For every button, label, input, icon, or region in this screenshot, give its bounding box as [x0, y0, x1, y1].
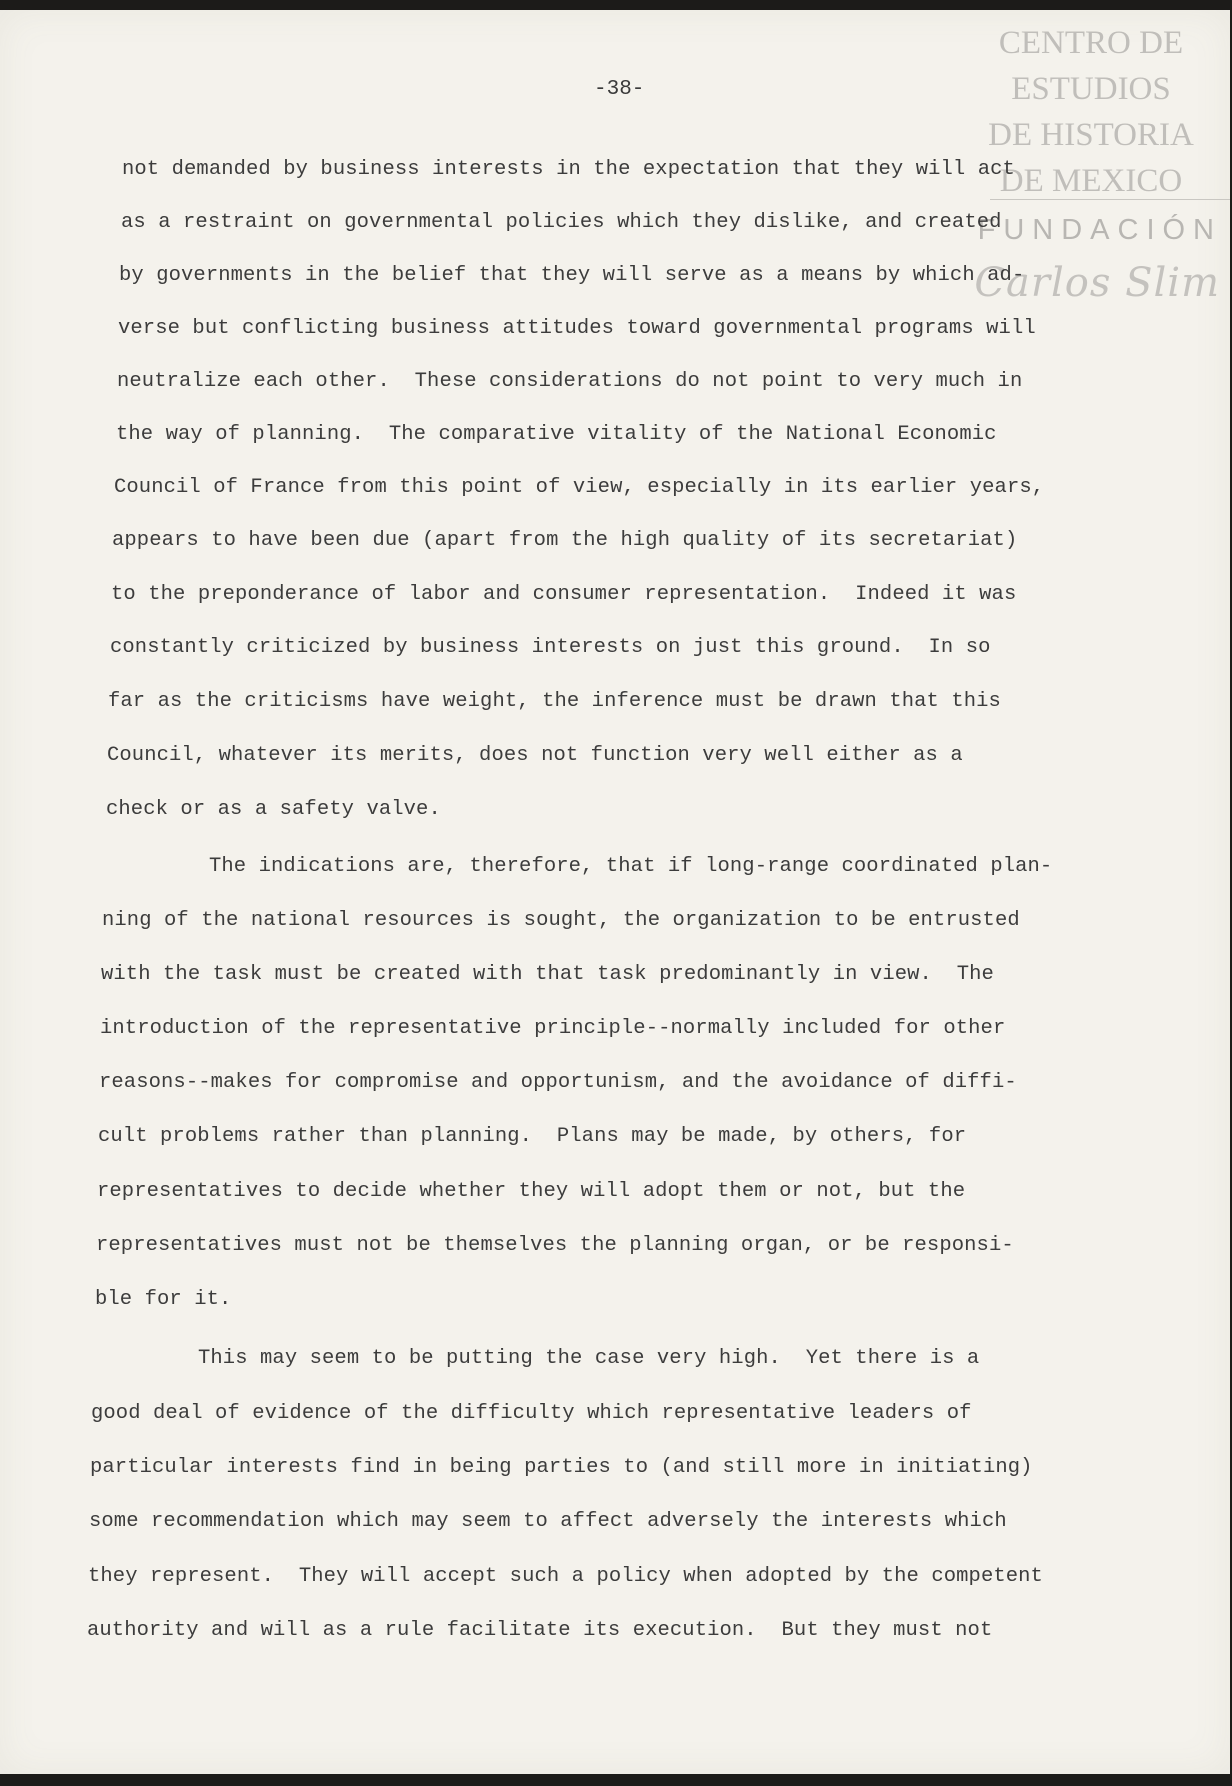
text-line: far as the criticisms have weight, the inference must be drawn that this: [108, 690, 1001, 713]
text-line: constantly criticized by business interests on just this ground. In so: [110, 636, 991, 659]
text-line: particular interests find in being parties to (and still more in initiating): [90, 1456, 1033, 1479]
text-line: cult problems rather than planning. Plans may be made, by others, for: [98, 1125, 967, 1148]
watermark-divider: [990, 199, 1230, 200]
watermark-signature: Carlos Slim: [974, 260, 1220, 306]
text-line: good deal of evidence of the difficulty which representative leaders of: [91, 1402, 972, 1425]
text-line: some recommendation which may seem to affect adversely the interests which: [89, 1510, 1007, 1533]
watermark-line: ESTUDIOS: [1011, 71, 1171, 107]
text-line: they represent. They will accept such a policy when adopted by the competent: [88, 1565, 1043, 1588]
text-line: representatives to decide whether they will adopt them or not, but the: [97, 1180, 966, 1203]
text-line: The indications are, therefore, that if long-range coordinated plan-: [209, 855, 1053, 878]
watermark-line: DE HISTORIA: [988, 117, 1194, 153]
text-line: check or as a safety valve.: [106, 798, 441, 821]
text-line: authority and will as a rule facilitate its execution. But they must not: [87, 1619, 993, 1642]
text-line: the way of planning. The comparative vitality of the National Economic: [116, 423, 997, 446]
text-line: by governments in the belief that they will serve as a means by which ad-: [119, 264, 1025, 287]
text-line: to the preponderance of labor and consumer representation. Indeed it was: [111, 583, 1017, 606]
text-line: representatives must not be themselves the planning organ, or be responsi-: [96, 1234, 1014, 1257]
text-line: with the task must be created with that task predominantly in view. The: [101, 963, 994, 986]
text-line: Council, whatever its merits, does not function very well either as a: [107, 744, 963, 767]
text-line: reasons--makes for compromise and opportunism, and the avoidance of diffi-: [99, 1071, 1017, 1094]
watermark-line: DE MEXICO: [999, 163, 1183, 199]
page-number: -38-: [594, 78, 645, 101]
watermark-foundation: FUNDACIÓN: [977, 214, 1222, 246]
text-line: verse but conflicting business attitudes toward governmental programs will: [118, 317, 1036, 340]
text-line: This may seem to be putting the case very high. Yet there is a: [198, 1347, 980, 1370]
text-line: neutralize each other. These considerations do not point to very much in: [117, 370, 1023, 393]
text-line: ning of the national resources is sought, the organization to be entrusted: [102, 909, 1020, 932]
text-line: appears to have been due (apart from the high quality of its secretariat): [112, 529, 1018, 552]
text-line: as a restraint on governmental policies which they dislike, and created: [121, 211, 1002, 234]
text-line: not demanded by business interests in the expectation that they will act: [122, 158, 1015, 181]
text-line: Council of France from this point of view, especially in its earlier years,: [114, 476, 1045, 499]
document-page: [0, 10, 1230, 1774]
text-line: introduction of the representative principle--normally included for other: [100, 1017, 1006, 1040]
text-line: ble for it.: [95, 1288, 232, 1311]
watermark-line: CENTRO DE: [998, 25, 1184, 61]
